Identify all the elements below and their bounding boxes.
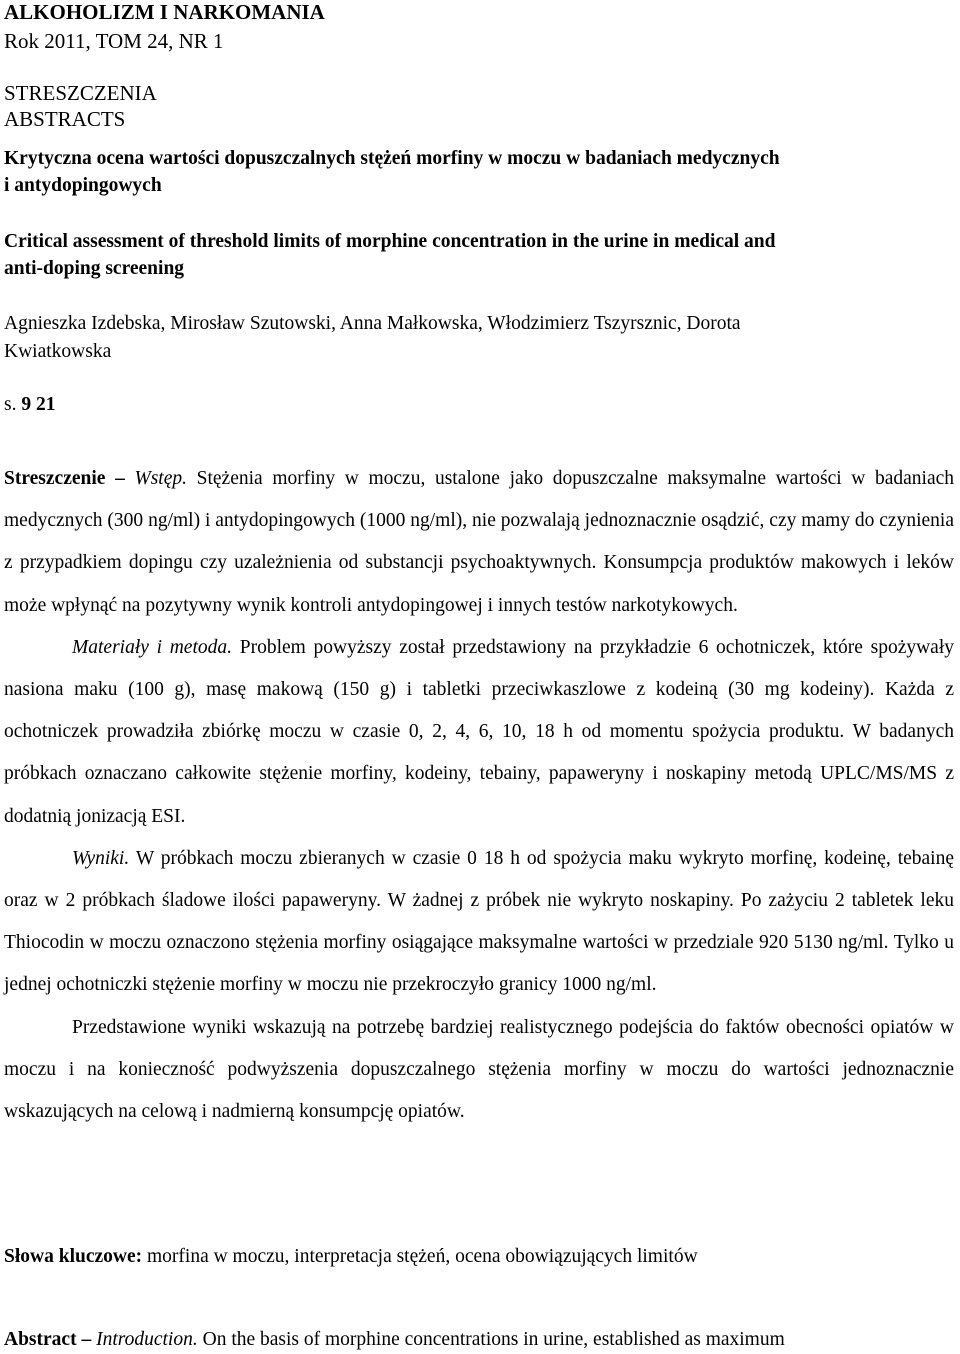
abstract-en-dash: – — [81, 1329, 92, 1350]
title-en-line-2: anti-doping screening — [4, 258, 185, 279]
intro-label: Wstęp. — [134, 468, 187, 489]
title-en-line-1: Critical assessment of threshold limits of morphine concentration in the urine in medical and — [4, 231, 776, 252]
abstract-pl-heading: Streszczenie — [4, 468, 106, 489]
abstract-pl-methods — [4, 627, 954, 838]
intro-text: Stężenia morfiny w moczu, ustalone jako dopuszczalne maksymalne wartości w badaniach medycznych (300 ng/ml) i antydopingowych (1000 ng/ml), nie pozwalają jednoznacznie osądzić, czy mamy do czynienia z przypadkiem dopingu czy uzależnienia od substancji psychoaktywnych. Konsumpcja produktów makowych i leków może wpłynąć na pozytywny wynik kontroli antydopingowej i innych testów narkotykowych. — [4, 468, 955, 616]
methods-label: Materiały i metoda. — [72, 636, 233, 658]
section-heading-pl: STRESZCZENIA — [4, 81, 157, 105]
page-range-prefix: s. — [4, 394, 17, 415]
abstract-en-intro-text: On the basis of morphine concentrations in urine, established as maximum — [202, 1329, 785, 1350]
abstract-en-heading: Abstract — [4, 1329, 77, 1350]
keywords — [4, 1247, 954, 1267]
methods-text: Problem powyższy został przedstawiony na przykładzie 6 ochotniczek, które spożywały nasiona maku (100 g), masę makową (150 g) i tabletki przeciwkaszlowe z kodeiną (30 mg kodeiny). Każda z ochotniczek prowadziła zbiórkę moczu w czasie 0, 2, 4, 6, 10, 18 h od momentu spożycia produktu. W badanych próbkach oznaczano całkowite stężenie morfiny, kodeiny, tebainy, papaweryny i noskapiny metodą UPLC/MS/MS z dodatnią jonizacją ESI. — [4, 636, 955, 827]
abstract-en-intro-label: Introduction. — [96, 1329, 198, 1350]
journal-issue: Rok 2011, TOM 24, NR 1 — [4, 29, 224, 53]
results-label: Wyniki. — [72, 847, 130, 869]
authors-line-2: Kwiatkowska — [4, 341, 112, 362]
abstract-pl-conclusion: Przedstawione wyniki wskazują na potrzebę bardziej realistycznego podejścia do faktów obecności opiatów w moczu i na konieczność podwyższenia dopuszczalnego stężenia morfiny w moczu do wartości jednoznacznie wskazujących na celową i nadmierną konsumpcję opiatów. — [4, 1016, 954, 1123]
page-range — [4, 395, 954, 415]
keywords-text: morfina w moczu, interpretacja stężeń, ocena obowiązujących limitów — [147, 1246, 698, 1267]
title-pl-line-1: Krytyczna ocena wartości dopuszczalnych stężeń morfiny w moczu w badaniach medycznych — [4, 148, 780, 169]
heading-dash: – — [115, 468, 125, 489]
abstract-pl-intro — [4, 458, 954, 627]
page-range-value: 9 21 — [21, 394, 56, 415]
journal-name: ALKOHOLIZM I NARKOMANIA — [4, 0, 325, 24]
abstract-pl — [4, 458, 954, 1133]
keywords-label: Słowa kluczowe: — [4, 1246, 143, 1267]
section-heading-en: ABSTRACTS — [4, 107, 126, 131]
abstract-pl-results — [4, 838, 954, 1007]
authors-line-1: Agnieszka Izdebska, Mirosław Szutowski, Anna Małkowska, Włodzimierz Tszyrsznic, Dorota — [4, 313, 741, 334]
results-text: W próbkach moczu zbieranych w czasie 0 18 h od spożycia maku wykryto morfinę, kodeinę, tebainę oraz w 2 próbkach śladowe ilości papaweryny. W żadnej z próbek nie wykryto noskapiny. Po zażyciu 2 tabletek leku Thiocodin w moczu oznaczono stężenia morfiny osiągające maksymalne wartości w przedziale 920 5130 ng/ml. Tylko u jednej ochotniczki stężenie morfiny w moczu nie przekroczyło granicy 1000 ng/ml. — [4, 847, 954, 996]
abstract-en — [4, 1330, 954, 1350]
title-pl-line-2: i antydopingowych — [4, 175, 162, 196]
